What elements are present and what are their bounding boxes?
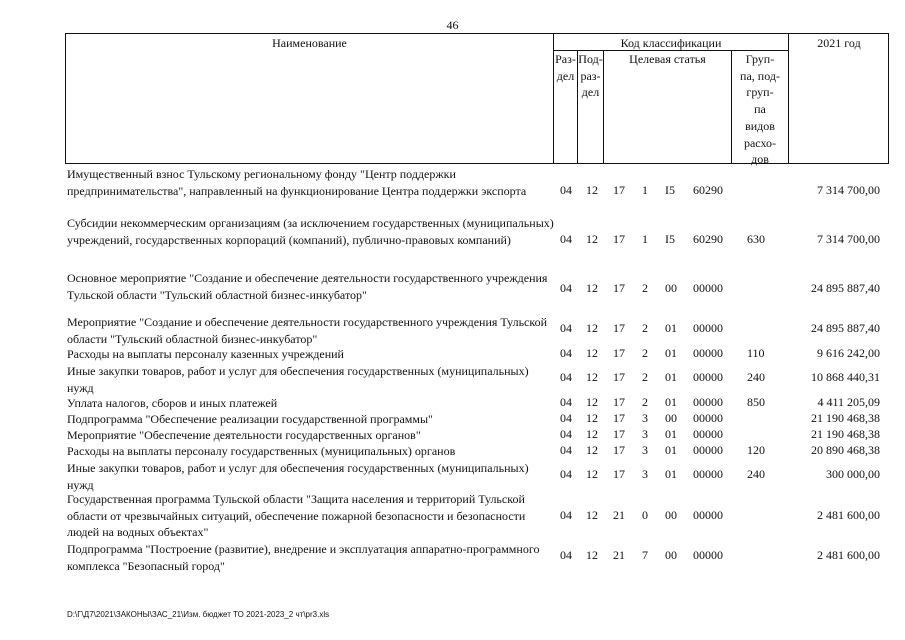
cell-amount: 24 895 887,40 (811, 321, 880, 335)
cell-razdel: 04 (560, 467, 572, 481)
cell-amount: 24 895 887,40 (811, 281, 880, 295)
cell-amount: 4 411 205,09 (817, 395, 880, 409)
cell-code-2: 3 (642, 467, 648, 481)
cell-amount: 9 616 242,00 (817, 346, 880, 360)
cell-vid-rashodov: 110 (747, 346, 765, 360)
cell-razdel: 04 (560, 183, 572, 197)
cell-amount: 2 481 600,00 (817, 548, 880, 562)
cell-code-3: 00 (665, 281, 677, 295)
column-header-razdel: Раз- дел (555, 52, 576, 83)
cell-code-1: 21 (613, 548, 625, 562)
cell-code-1: 17 (613, 321, 625, 335)
cell-code-2: 2 (642, 370, 648, 384)
cell-code-3: I5 (665, 232, 675, 246)
cell-code-1: 17 (613, 443, 625, 457)
cell-code-3: 01 (665, 370, 677, 384)
column-header-name: Наименование (272, 36, 347, 50)
cell-podrazdel: 12 (586, 281, 598, 295)
row-name: Иные закупки товаров, работ и услуг для обеспечения государственных (муниципальных) нужд (67, 364, 529, 395)
cell-code-3: 01 (665, 346, 677, 360)
cell-razdel: 04 (560, 443, 572, 457)
cell-vid-rashodov: 850 (747, 395, 765, 409)
cell-code-4: 00000 (693, 548, 723, 562)
cell-code-3: 01 (665, 321, 677, 335)
cell-podrazdel: 12 (586, 346, 598, 360)
cell-code-1: 17 (613, 370, 625, 384)
cell-code-2: 2 (642, 321, 648, 335)
cell-razdel: 04 (560, 395, 572, 409)
cell-code-2: 3 (642, 427, 648, 441)
cell-code-4: 00000 (693, 346, 723, 360)
divider (788, 34, 789, 163)
file-path-footer: D:\Г\Д7\2021\ЗАКОНЫ\ЗАС_21\Изм. бюджет ТО 2021-2023_2 чт\pr3.xls (67, 610, 330, 619)
cell-code-2: 1 (642, 183, 648, 197)
cell-podrazdel: 12 (586, 467, 598, 481)
cell-code-4: 60290 (693, 183, 723, 197)
cell-code-4: 00000 (693, 281, 723, 295)
cell-code-2: 2 (642, 395, 648, 409)
page-number: 46 (446, 18, 459, 32)
cell-podrazdel: 12 (586, 443, 598, 457)
cell-code-1: 17 (613, 281, 625, 295)
cell-code-1: 17 (613, 411, 625, 425)
cell-code-1: 17 (613, 427, 625, 441)
cell-code-4: 00000 (693, 395, 723, 409)
cell-code-3: 00 (665, 548, 677, 562)
cell-code-4: 00000 (693, 427, 723, 441)
cell-podrazdel: 12 (586, 548, 598, 562)
column-header-code: Код классификации (620, 36, 722, 50)
cell-podrazdel: 12 (586, 411, 598, 425)
cell-amount: 20 890 468,38 (811, 443, 880, 457)
cell-code-3: 01 (665, 443, 677, 457)
cell-code-1: 17 (613, 232, 625, 246)
cell-code-4: 00000 (693, 508, 723, 522)
row-name: Субсидии некоммерческим организациям (за исключением государственных (муниципальных) учреждений, государственных корпораций (компаний), публично-правовых компаний) (67, 216, 554, 247)
cell-razdel: 04 (560, 427, 572, 441)
cell-code-4: 00000 (693, 467, 723, 481)
column-header-podrazdel: Под- раз- дел (578, 52, 603, 100)
cell-code-4: 60290 (693, 232, 723, 246)
cell-razdel: 04 (560, 321, 572, 335)
cell-code-2: 2 (642, 346, 648, 360)
row-name: Государственная программа Тульской области "Защита населения и территорий Тульской области от чрезвычайных ситуаций, обеспечение пожарной безопасности и безопасности людей на водных объектах" (67, 492, 526, 539)
row-name: Подпрограмма "Обеспечение реализации государственной программы" (67, 412, 433, 426)
cell-code-3: I5 (665, 183, 675, 197)
cell-razdel: 04 (560, 411, 572, 425)
row-name: Основное мероприятие "Создание и обеспечение деятельности государственного учреждения Тульской области "Тульский областной бизнес-инкубатор" (67, 271, 548, 302)
cell-podrazdel: 12 (586, 321, 598, 335)
cell-vid-rashodov: 630 (747, 232, 765, 246)
row-name: Уплата налогов, сборов и иных платежей (67, 396, 278, 410)
cell-amount: 2 481 600,00 (817, 508, 880, 522)
row-name: Расходы на выплаты персоналу казенных учреждений (67, 347, 344, 361)
cell-code-3: 01 (665, 467, 677, 481)
cell-code-1: 17 (613, 395, 625, 409)
cell-code-2: 0 (642, 508, 648, 522)
cell-code-4: 00000 (693, 443, 723, 457)
cell-razdel: 04 (560, 548, 572, 562)
cell-razdel: 04 (560, 232, 572, 246)
cell-vid-rashodov: 240 (747, 370, 765, 384)
cell-code-3: 01 (665, 427, 677, 441)
cell-code-3: 00 (665, 508, 677, 522)
row-name: Расходы на выплаты персоналу государственных (муниципальных) органов (67, 444, 456, 458)
row-name: Мероприятие "Обеспечение деятельности государственных органов" (67, 428, 421, 442)
cell-code-1: 17 (613, 467, 625, 481)
cell-code-4: 00000 (693, 411, 723, 425)
cell-code-2: 3 (642, 443, 648, 457)
row-name: Подпрограмма "Построение (развитие), внедрение и эксплуатация аппаратно-программного комплекса "Безопасный город" (67, 542, 540, 573)
cell-amount: 7 314 700,00 (817, 183, 880, 197)
cell-code-2: 1 (642, 232, 648, 246)
cell-amount: 300 000,00 (826, 467, 880, 481)
cell-amount: 21 190 468,38 (811, 411, 880, 425)
cell-code-4: 00000 (693, 370, 723, 384)
column-header-tselevaya: Целевая статья (629, 52, 706, 66)
cell-razdel: 04 (560, 346, 572, 360)
table-header (65, 33, 889, 167)
cell-code-2: 2 (642, 281, 648, 295)
row-name: Имущественный взнос Тульскому региональному фонду "Центр поддержки предпринимательства", направленный на функционирование Центра поддержки экспорта (67, 167, 527, 198)
cell-amount: 21 190 468,38 (811, 427, 880, 441)
cell-podrazdel: 12 (586, 370, 598, 384)
column-header-year: 2021 год (817, 36, 861, 50)
cell-code-3: 01 (665, 395, 677, 409)
cell-code-1: 17 (613, 346, 625, 360)
cell-razdel: 04 (560, 281, 572, 295)
column-header-gruppa: Груп- па, под- груп- па видов расхо- дов (740, 52, 780, 167)
cell-amount: 10 868 440,31 (811, 370, 880, 384)
cell-podrazdel: 12 (586, 395, 598, 409)
cell-code-2: 3 (642, 411, 648, 425)
row-name: Иные закупки товаров, работ и услуг для обеспечения государственных (муниципальных) нужд (67, 461, 529, 492)
cell-podrazdel: 12 (586, 232, 598, 246)
cell-code-1: 17 (613, 183, 625, 197)
cell-code-2: 7 (642, 548, 648, 562)
cell-razdel: 04 (560, 508, 572, 522)
cell-podrazdel: 12 (586, 508, 598, 522)
cell-code-4: 00000 (693, 321, 723, 335)
cell-vid-rashodov: 240 (747, 467, 765, 481)
cell-code-1: 21 (613, 508, 625, 522)
cell-razdel: 04 (560, 370, 572, 384)
cell-amount: 7 314 700,00 (817, 232, 880, 246)
cell-vid-rashodov: 120 (747, 443, 765, 457)
cell-code-3: 00 (665, 411, 677, 425)
cell-podrazdel: 12 (586, 183, 598, 197)
row-name: Мероприятие "Создание и обеспечение деятельности государственного учреждения Тульской области "Тульский областной бизнес-инкубатор" (67, 315, 548, 346)
cell-podrazdel: 12 (586, 427, 598, 441)
